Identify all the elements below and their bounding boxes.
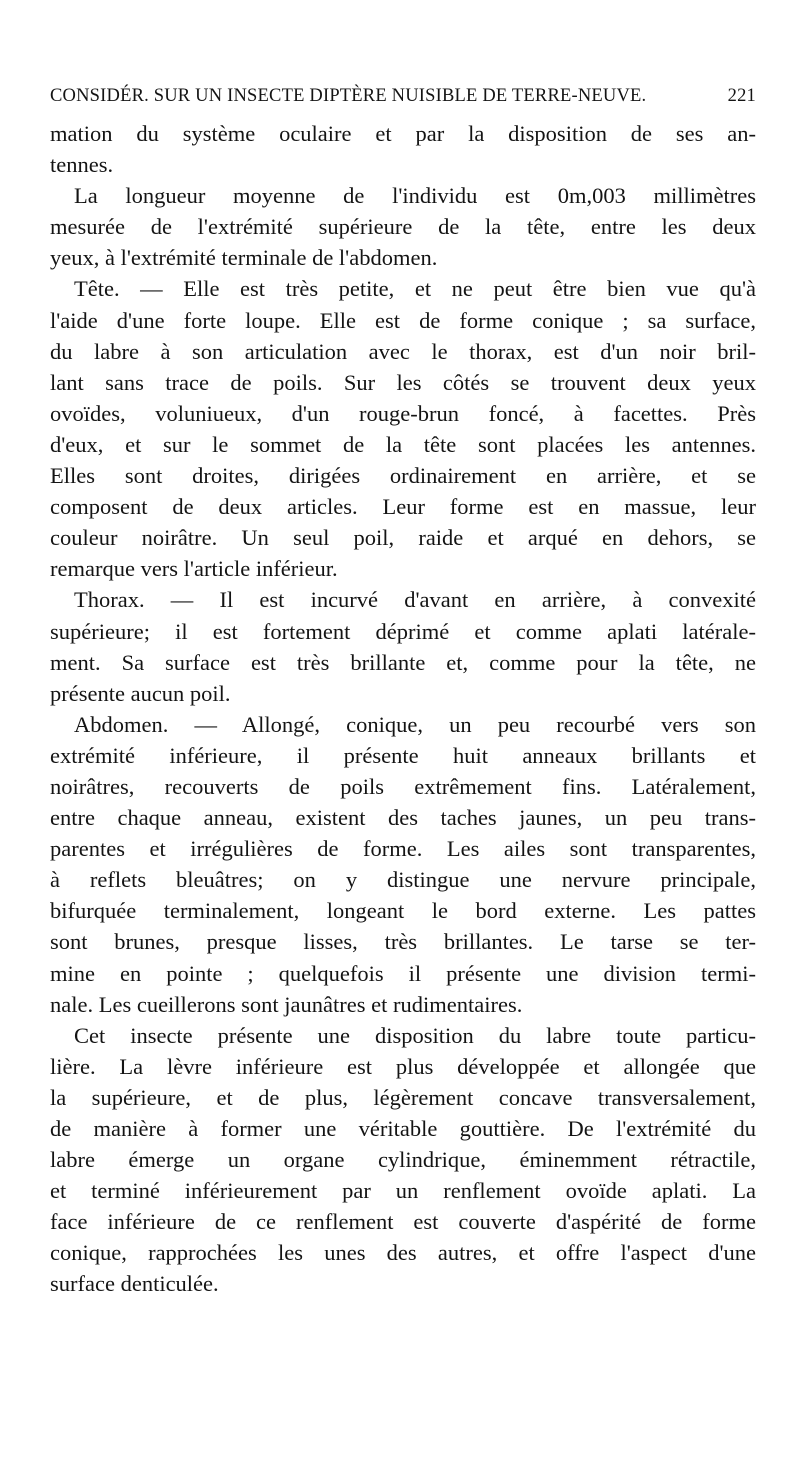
- text-line: l'aide d'une forte loupe. Elle est de forme conique ; sa surface,: [50, 307, 756, 333]
- text-line: surface denticulée.: [50, 1271, 219, 1297]
- text-line: remarque vers l'article inférieur.: [50, 556, 338, 582]
- text-line: ovoïdes, voluniueux, d'un rouge-brun foncé, à facettes. Près: [50, 400, 756, 426]
- text-line: labre émerge un organe cylindrique, éminemment rétractile,: [50, 1147, 756, 1173]
- text-line: mine en pointe ; quelquefois il présente une division termi-: [50, 960, 756, 986]
- text-line: entre chaque anneau, existent des taches jaunes, un peu trans-: [50, 805, 756, 831]
- text-line: Cet insecte présente une disposition du labre toute particu-: [74, 1022, 756, 1048]
- page-number: 221: [727, 86, 756, 106]
- text-line: Thorax. — Il est incurvé d'avant en arrière, à convexité: [74, 587, 756, 613]
- text-line: face inférieure de ce renflement est couverte d'aspérité de forme: [50, 1209, 756, 1235]
- running-title: CONSIDÉR. SUR UN INSECTE DIPTÈRE NUISIBLE DE TERRE-NEUVE.: [50, 86, 647, 106]
- text-line: yeux, à l'extrémité terminale de l'abdomen.: [50, 245, 438, 271]
- text-line: d'eux, et sur le sommet de la tête sont placées les antennes.: [50, 431, 756, 457]
- text-line: extrémité inférieure, il présente huit anneaux brillants et: [50, 742, 756, 768]
- text-line: lant sans trace de poils. Sur les côtés se trouvent deux yeux: [50, 369, 756, 395]
- text-line: lière. La lèvre inférieure est plus développée et allongée que: [50, 1053, 756, 1079]
- text-line: à reflets bleuâtres; on y distingue une nervure principale,: [50, 867, 756, 893]
- text-line: tennes.: [50, 152, 114, 178]
- body-text: [50, 118, 756, 1300]
- text-line: de manière à former une véritable gouttière. De l'extrémité du: [50, 1116, 756, 1141]
- text-line: composent de deux articles. Leur forme est en massue, leur: [50, 494, 756, 520]
- text-line: mesurée de l'extrémité supérieure de la tête, entre les deux: [50, 214, 756, 240]
- text-line: présente aucun poil.: [50, 680, 231, 706]
- text-line: Elles sont droites, dirigées ordinairement en arrière, et se: [50, 463, 756, 489]
- text-line: noirâtres, recouverts de poils extrêmement fins. Latéralement,: [50, 773, 756, 799]
- text-line: du labre à son articulation avec le thorax, est d'un noir bril-: [50, 338, 756, 364]
- text-line: ment. Sa surface est très brillante et, comme pour la tête, ne: [50, 649, 756, 675]
- text-line: bifurquée terminalement, longeant le bord externe. Les pattes: [50, 898, 756, 924]
- text-line: supérieure; il est fortement déprimé et comme aplati latérale-: [50, 618, 756, 644]
- text-line: mation du système oculaire et par la disposition de ses an-: [50, 121, 756, 146]
- text-line: La longueur moyenne de l'individu est 0m,003 millimètres: [74, 183, 756, 209]
- text-line: parentes et irrégulières de forme. Les ailes sont transparentes,: [50, 836, 756, 862]
- running-head: [50, 86, 756, 107]
- text-line: Tête. — Elle est très petite, et ne peut être bien vue qu'à: [74, 276, 756, 302]
- text-line: sont brunes, presque lisses, très brillantes. Le tarse se ter-: [50, 929, 756, 955]
- text-line: et terminé inférieurement par un renflement ovoïde aplati. La: [50, 1178, 756, 1204]
- text-line: la supérieure, et de plus, légèrement concave transversalement,: [50, 1084, 756, 1110]
- text-line: couleur noirâtre. Un seul poil, raide et arqué en dehors, se: [50, 525, 756, 551]
- text-line: conique, rapprochées les unes des autres, et offre l'aspect d'une: [50, 1240, 756, 1266]
- text-line: Abdomen. — Allongé, conique, un peu recourbé vers son: [74, 711, 756, 737]
- text-line: nale. Les cueillerons sont jaunâtres et rudimentaires.: [50, 991, 523, 1017]
